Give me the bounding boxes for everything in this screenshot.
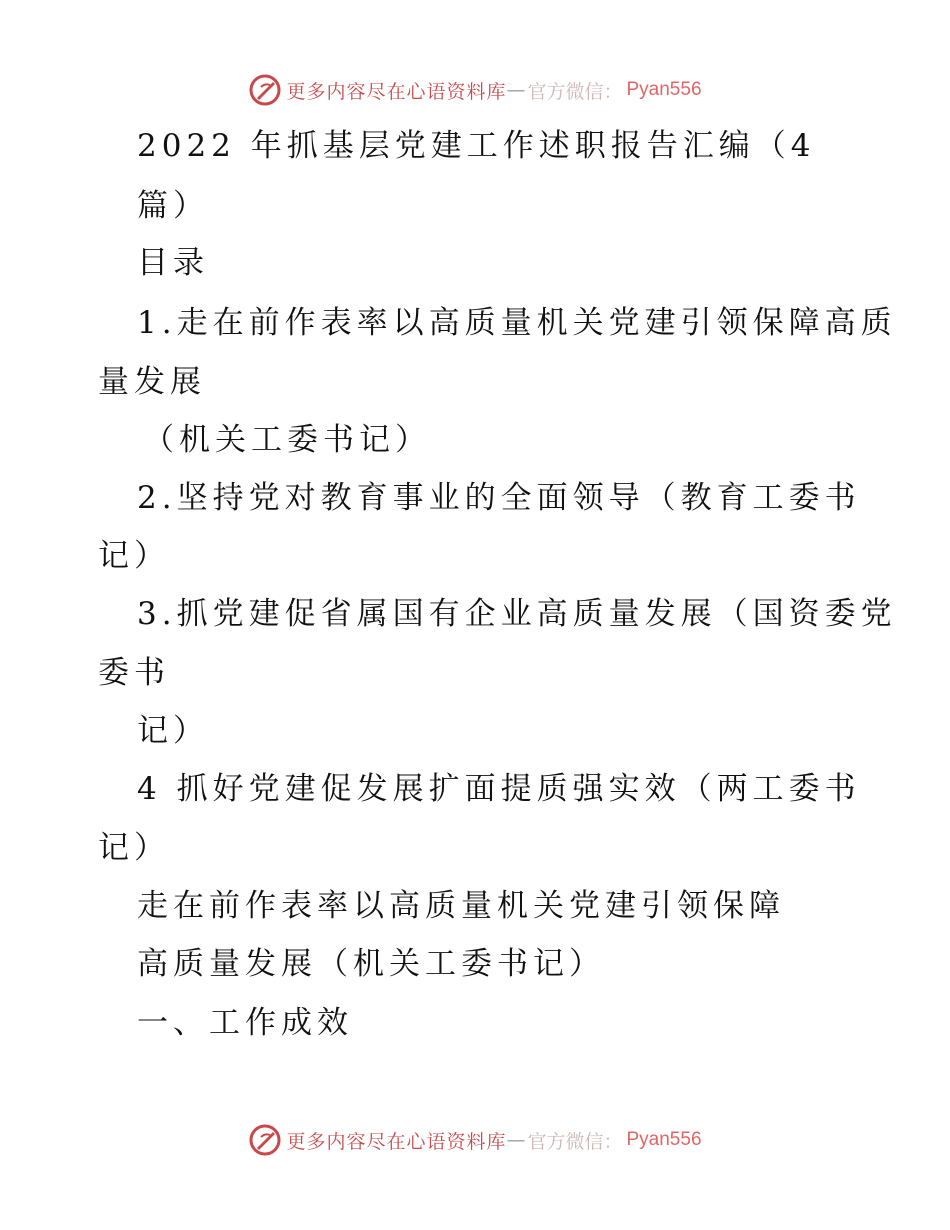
heading-work-results: 一、工作成效 <box>137 1005 353 1041</box>
toc-item-1-line-2: 量发展 <box>98 364 206 400</box>
section-title-line-1: 走在前作表率以高质量机关党建引领保障 <box>137 888 785 924</box>
toc-item-1-line-1: 1.走在前作表率以高质量机关党建引领保障高质 <box>137 305 897 341</box>
watermark-wechat-id: Pyan556 <box>626 79 702 100</box>
watermark-text: 更多内容尽在心语资料库 <box>286 80 507 103</box>
quill-logo-icon <box>248 73 282 107</box>
watermark-separator: — <box>506 1129 526 1151</box>
watermark-wechat-id: Pyan556 <box>626 1129 702 1150</box>
watermark-banner-bottom <box>0 1120 950 1160</box>
toc-item-3-line-2: 委书 <box>98 655 170 691</box>
toc-item-2-line-2: 记） <box>98 538 170 574</box>
toc-item-3-line-1: 3.抓党建促省属国有企业高质量发展（国资委党 <box>137 596 897 632</box>
toc-item-2-line-1: 2.坚持党对教育事业的全面领导（教育工委书 <box>137 480 861 516</box>
watermark-separator: — <box>506 79 526 101</box>
toc-item-4-line-2: 记） <box>98 830 170 866</box>
section-title-line-2: 高质量发展（机关工委书记） <box>137 946 605 982</box>
quill-logo-icon <box>248 1123 282 1157</box>
watermark-wechat-label: 官方微信： <box>527 1130 623 1153</box>
watermark-wechat-label: 官方微信： <box>527 80 623 103</box>
toc-item-4-line-1: 4 抓好党建促发展扩面提质强实效（两工委书 <box>137 771 861 807</box>
doc-title-line-2: 篇） <box>137 188 209 224</box>
watermark-text: 更多内容尽在心语资料库 <box>286 1130 507 1153</box>
doc-title-line-1: 2022 年抓基层党建工作述职报告汇编（4 <box>137 128 816 164</box>
toc-item-3-line-3: 记） <box>137 713 209 749</box>
watermark-banner-top <box>0 70 950 110</box>
toc-item-1-line-3: （机关工委书记） <box>143 422 431 458</box>
toc-heading: 目录 <box>137 245 209 281</box>
